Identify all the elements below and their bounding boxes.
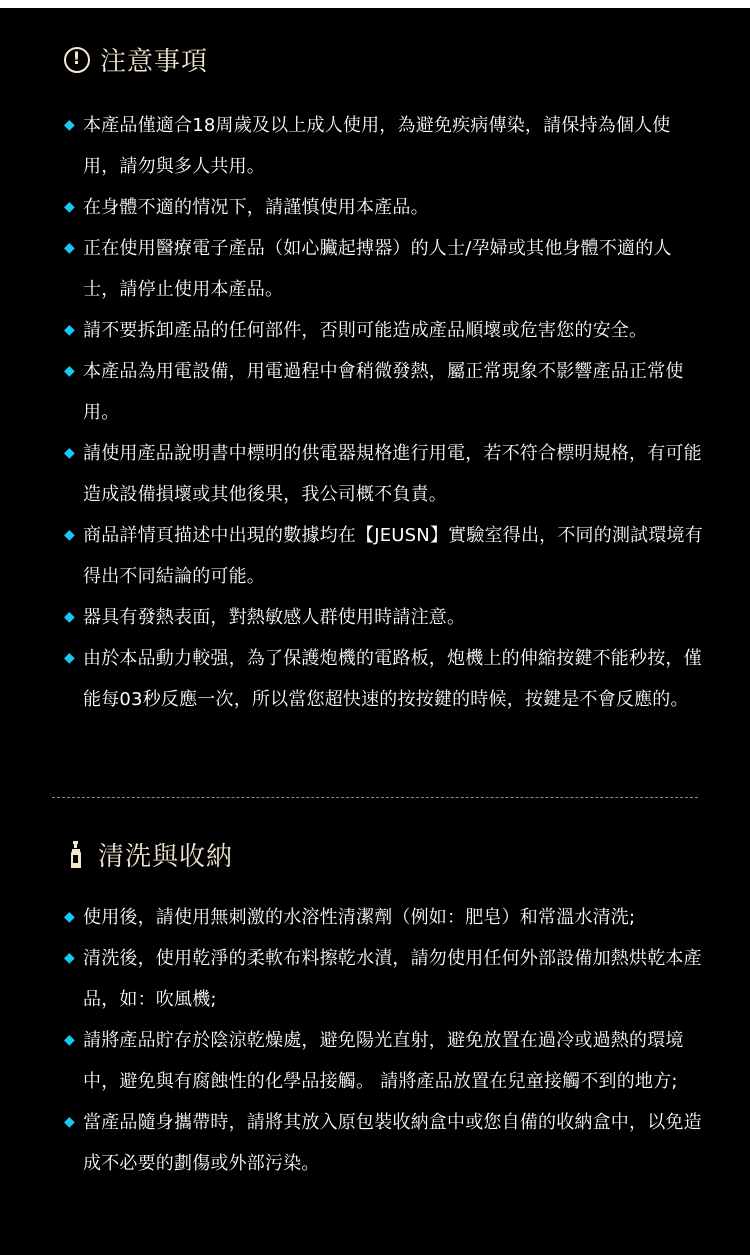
diamond-icon: ◆ <box>64 363 75 379</box>
notice-list <box>64 105 704 720</box>
notice-title: 注意事項 <box>100 47 209 77</box>
list-item: ◆ 由於本品動力較强，為了保護炮機的電路板，炮機上的伸縮按鍵不能秒按，僅能每03秒反應一次，所以當您超快速的按按鍵的時候，按鍵是不會反應的。 <box>64 638 704 720</box>
notice-heading <box>64 41 208 78</box>
cleaning-list <box>64 897 704 1184</box>
list-item: ◆ 本產品僅適合18周歲及以上成人使用，為避免疾病傳染，請保持為個人使用，請勿與多人共用。 <box>64 105 704 187</box>
diamond-icon: ◆ <box>64 117 75 133</box>
diamond-icon: ◆ <box>64 527 75 543</box>
diamond-icon: ◆ <box>64 322 75 338</box>
list-item: ◆ 正在使用醫療電子產品（如心臟起搏器）的人士/孕婦或其他身體不適的人士，請停止使用本產品。 <box>64 228 704 310</box>
diamond-icon: ◆ <box>64 609 75 625</box>
diamond-icon: ◆ <box>64 199 75 215</box>
top-bar <box>0 0 750 8</box>
bottle-icon <box>64 840 88 870</box>
exclamation-circle-icon: ! <box>64 47 90 73</box>
list-item: ◆ 請使用產品說明書中標明的供電器規格進行用電，若不符合標明規格，有可能造成設備損壞或其他後果，我公司概不負責。 <box>64 433 704 515</box>
diamond-icon: ◆ <box>64 950 75 966</box>
diamond-icon: ◆ <box>64 650 75 666</box>
list-item: ◆ 器具有發熱表面，對熱敏感人群使用時請注意。 <box>64 597 704 638</box>
diamond-icon: ◆ <box>64 1114 75 1130</box>
list-item: ◆ 使用後，請使用無刺激的水溶性清潔劑（例如：肥皂）和常溫水清洗; <box>64 897 704 938</box>
list-item: ◆ 清洗後，使用乾淨的柔軟布料擦乾水漬，請勿使用任何外部設備加熱烘乾本產品，如：吹風機; <box>64 938 704 1020</box>
diamond-icon: ◆ <box>64 1032 75 1048</box>
list-item: ◆ 請將產品貯存於陰涼乾燥處，避免陽光直射，避免放置在過冷或過熱的環境中，避免與有腐蝕性的化學品接觸。 請將產品放置在兒童接觸不到的地方; <box>64 1020 704 1102</box>
diamond-icon: ◆ <box>64 240 75 256</box>
diamond-icon: ◆ <box>64 445 75 461</box>
list-item: ◆ 當產品隨身攜帶時，請將其放入原包裝收納盒中或您自備的收納盒中，以免造成不必要的劃傷或外部污染。 <box>64 1102 704 1184</box>
list-item: ◆ 本產品為用電設備，用電過程中會稍微發熱，屬正常現象不影響產品正常使用。 <box>64 351 704 433</box>
list-item: ◆ 在身體不適的情况下，請謹慎使用本產品。 <box>64 187 704 228</box>
diamond-icon: ◆ <box>64 909 75 925</box>
section-divider <box>52 797 698 798</box>
cleaning-title: 清洗與收納 <box>98 842 234 872</box>
cleaning-heading <box>64 836 233 873</box>
list-item: ◆ 請不要拆卸產品的任何部件，否則可能造成產品順壞或危害您的安全。 <box>64 310 704 351</box>
list-item: ◆ 商品詳情頁描述中出現的數據均在【JEUSN】實驗室得出，不同的測試環境有得出不同結論的可能。 <box>64 515 704 597</box>
